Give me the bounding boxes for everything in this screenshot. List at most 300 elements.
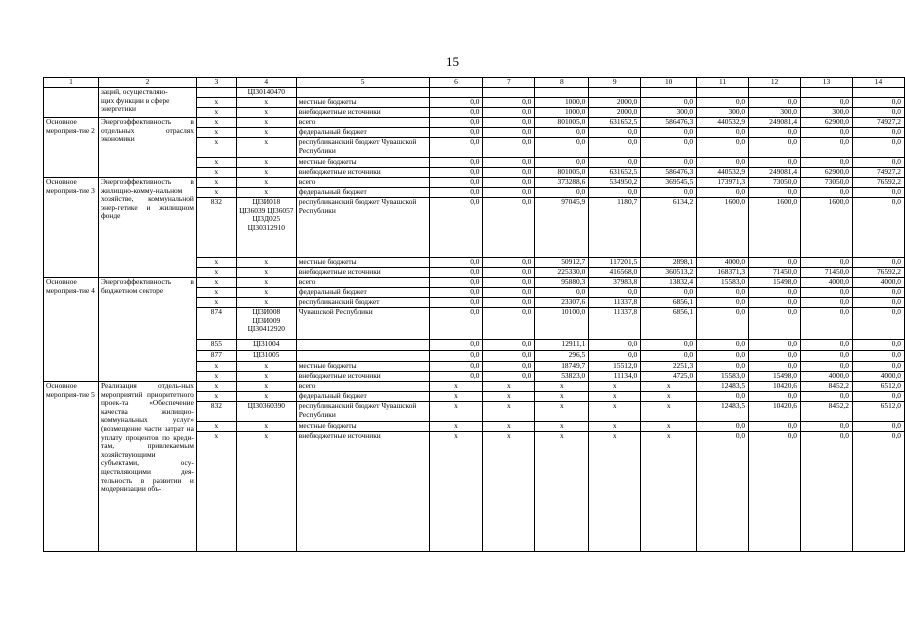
amount-cell: 168371,3	[697, 268, 749, 278]
amount-cell: 801005,0	[535, 118, 589, 128]
amount-cell: 0,0	[483, 118, 535, 128]
source-cell: внебюджетные источники	[296, 268, 429, 278]
classifier-cell: ЦI3И018 ЦI36039 ЦI36057 ЦI3Д025 ЦI30312910	[236, 198, 296, 258]
code-cell	[196, 88, 236, 98]
amount-cell: 0,0	[483, 108, 535, 118]
amount-cell: 0,0	[749, 128, 801, 138]
amount-cell: 0,0	[589, 128, 641, 138]
amount-cell: 0,0	[535, 138, 589, 158]
amount-cell: 8452,2	[801, 382, 853, 392]
amount-cell: 0,0	[697, 138, 749, 158]
amount-cell: 0,0	[429, 288, 483, 298]
classifier-cell: x	[236, 188, 296, 198]
code-cell: x	[196, 258, 236, 268]
amount-cell: 73050,0	[801, 178, 853, 188]
amount-cell: 0,0	[589, 288, 641, 298]
header-cell: 7	[483, 78, 535, 88]
amount-cell: 0,0	[749, 362, 801, 372]
amount-cell: 1600,0	[801, 198, 853, 258]
amount-cell: 0,0	[483, 268, 535, 278]
amount-cell: 11134,0	[589, 372, 641, 382]
amount-cell: 0,0	[697, 288, 749, 298]
amount-cell: 0,0	[852, 288, 904, 298]
table-row	[44, 118, 905, 128]
classifier-cell: x	[236, 268, 296, 278]
amount-cell: 0,0	[697, 392, 749, 402]
amount-cell: 0,0	[852, 108, 904, 118]
amount-cell: x	[641, 392, 697, 402]
amount-cell	[697, 88, 749, 98]
amount-cell: x	[535, 382, 589, 392]
classifier-cell: x	[236, 98, 296, 108]
amount-cell: 117201,5	[589, 258, 641, 268]
amount-cell: 0,0	[641, 98, 697, 108]
header-cell: 12	[749, 78, 801, 88]
amount-cell: 0,0	[429, 168, 483, 178]
code-cell: x	[196, 108, 236, 118]
amount-cell: 0,0	[749, 138, 801, 158]
amount-cell: 586476,3	[641, 168, 697, 178]
amount-cell: 0,0	[852, 198, 904, 258]
amount-cell: 300,0	[641, 108, 697, 118]
event-cell: Основное мероприя-тие 4	[44, 278, 99, 382]
amount-cell: 15498,0	[749, 278, 801, 288]
amount-cell: 0,0	[749, 98, 801, 108]
source-cell: всего	[296, 178, 429, 188]
amount-cell: 0,0	[801, 128, 853, 138]
source-cell: всего	[296, 118, 429, 128]
amount-cell: 0,0	[483, 340, 535, 351]
amount-cell: 249081,4	[749, 118, 801, 128]
amount-cell	[852, 88, 904, 98]
amount-cell: 0,0	[852, 188, 904, 198]
amount-cell: 0,0	[852, 432, 904, 552]
amount-cell: 0,0	[429, 362, 483, 372]
source-cell: республиканский бюджет Чувашской Республики	[296, 138, 429, 158]
amount-cell: 0,0	[801, 362, 853, 372]
classifier-cell: x	[236, 278, 296, 288]
amount-cell: 2251,3	[641, 362, 697, 372]
amount-cell: 0,0	[641, 138, 697, 158]
amount-cell: 8452,2	[801, 402, 853, 422]
amount-cell: 0,0	[535, 288, 589, 298]
amount-cell: 1000,0	[535, 108, 589, 118]
amount-cell: x	[589, 422, 641, 432]
amount-cell: 0,0	[749, 158, 801, 168]
amount-cell: 0,0	[535, 158, 589, 168]
amount-cell: 76592,2	[852, 268, 904, 278]
source-cell: федеральный бюджет	[296, 392, 429, 402]
amount-cell: 0,0	[483, 158, 535, 168]
amount-cell: 76592,2	[852, 178, 904, 188]
amount-cell: 0,0	[429, 340, 483, 351]
amount-cell: 10100,0	[535, 308, 589, 340]
amount-cell: 12911,1	[535, 340, 589, 351]
amount-cell: 0,0	[483, 188, 535, 198]
amount-cell: 0,0	[429, 298, 483, 308]
amount-cell: 0,0	[589, 138, 641, 158]
amount-cell: 0,0	[429, 98, 483, 108]
amount-cell: 0,0	[483, 168, 535, 178]
amount-cell: 0,0	[852, 138, 904, 158]
amount-cell: 62900,0	[801, 118, 853, 128]
amount-cell: 0,0	[801, 188, 853, 198]
amount-cell: 0,0	[852, 158, 904, 168]
amount-cell: x	[589, 382, 641, 392]
header-cell: 9	[589, 78, 641, 88]
amount-cell: 0,0	[429, 108, 483, 118]
amount-cell: 74927,2	[852, 118, 904, 128]
amount-cell: x	[483, 402, 535, 422]
amount-cell: x	[589, 402, 641, 422]
amount-cell: 1600,0	[749, 198, 801, 258]
amount-cell: 15583,0	[697, 278, 749, 288]
amount-cell	[589, 88, 641, 98]
classifier-cell: ЦI30140470	[236, 88, 296, 98]
source-cell	[296, 351, 429, 362]
amount-cell: 0,0	[535, 188, 589, 198]
header-cell: 8	[535, 78, 589, 88]
header-cell: 6	[429, 78, 483, 88]
amount-cell: 0,0	[429, 118, 483, 128]
code-cell: x	[196, 128, 236, 138]
table-row	[44, 88, 905, 98]
table-row	[44, 382, 905, 392]
classifier-cell: x	[236, 178, 296, 188]
header-cell: 1	[44, 78, 99, 88]
event-cell	[44, 88, 99, 118]
page-number: 15	[446, 54, 459, 69]
amount-cell: 53823,0	[535, 372, 589, 382]
amount-cell: 0,0	[589, 188, 641, 198]
header-row	[44, 78, 905, 88]
amount-cell: 416568,0	[589, 268, 641, 278]
amount-cell: 71450,0	[749, 268, 801, 278]
code-cell: x	[196, 118, 236, 128]
amount-cell: 586476,3	[641, 118, 697, 128]
code-cell: 877	[196, 351, 236, 362]
amount-cell: 4000,0	[801, 278, 853, 288]
amount-cell: 0,0	[801, 258, 853, 268]
amount-cell: 0,0	[697, 128, 749, 138]
classifier-cell: ЦI3И008 ЦI3И009 ЦI30412920	[236, 308, 296, 340]
header-cell: 11	[697, 78, 749, 88]
source-cell	[296, 88, 429, 98]
amount-cell: 296,5	[535, 351, 589, 362]
event-name-line: заций, осуществляю-	[100, 87, 168, 96]
classifier-cell: x	[236, 432, 296, 552]
amount-cell: 12483,5	[697, 382, 749, 392]
amount-cell: x	[429, 392, 483, 402]
amount-cell: x	[429, 382, 483, 392]
amount-cell: 15583,0	[697, 372, 749, 382]
classifier-cell: x	[236, 118, 296, 128]
code-cell: 832	[196, 402, 236, 422]
amount-cell: 4000,0	[697, 258, 749, 268]
amount-cell: x	[589, 392, 641, 402]
amount-cell: 0,0	[429, 308, 483, 340]
event-cell: Основное мероприя-тие 5	[44, 382, 99, 552]
amount-cell: x	[641, 422, 697, 432]
amount-cell: 0,0	[749, 258, 801, 268]
amount-cell: 440532,9	[697, 168, 749, 178]
code-cell: x	[196, 158, 236, 168]
amount-cell	[535, 88, 589, 98]
event-name-line: щих функции в сфере	[100, 95, 170, 105]
code-cell: 874	[196, 308, 236, 340]
amount-cell: 0,0	[429, 158, 483, 168]
amount-cell: 0,0	[641, 288, 697, 298]
amount-cell: 0,0	[429, 268, 483, 278]
source-cell: местные бюджеты	[296, 98, 429, 108]
amount-cell: 369545,5	[641, 178, 697, 188]
amount-cell: 0,0	[483, 278, 535, 288]
amount-cell: 6512,0	[852, 382, 904, 392]
budget-table	[43, 77, 905, 552]
amount-cell: 6134,2	[641, 198, 697, 258]
event-name-cell: Энергоэффективность в бюджетном секторе	[98, 278, 196, 382]
amount-cell: x	[483, 382, 535, 392]
header-cell: 4	[236, 78, 296, 88]
amount-cell: 62900,0	[801, 168, 853, 178]
amount-cell: 0,0	[697, 98, 749, 108]
code-cell: x	[196, 268, 236, 278]
amount-cell: x	[483, 422, 535, 432]
source-cell: федеральный бюджет	[296, 188, 429, 198]
event-name-cell: Реализация отдель-ных мероприятий приоритетного проек-та «Обеспечение качества жилищно-коммунальных услуг» (возмещение части затрат на уплату процентов по креди-там, привлекаемым хозяйствующими субъектами, осу-ществляющими дея-тельность в развитии и модернизации объ-	[98, 382, 196, 552]
amount-cell: 4000,0	[852, 278, 904, 288]
classifier-cell: x	[236, 168, 296, 178]
amount-cell: 74927,2	[852, 168, 904, 178]
amount-cell	[641, 88, 697, 98]
amount-cell: 0,0	[801, 138, 853, 158]
amount-cell: 360513,2	[641, 268, 697, 278]
amount-cell: 0,0	[535, 128, 589, 138]
classifier-cell: x	[236, 392, 296, 402]
amount-cell: x	[483, 392, 535, 402]
classifier-cell: x	[236, 422, 296, 432]
classifier-cell: ЦI30360390	[236, 402, 296, 422]
amount-cell: 0,0	[589, 158, 641, 168]
amount-cell: 0,0	[483, 362, 535, 372]
amount-cell: 173971,3	[697, 178, 749, 188]
amount-cell: 0,0	[429, 351, 483, 362]
amount-cell: 0,0	[749, 351, 801, 362]
amount-cell: 0,0	[697, 422, 749, 432]
amount-cell: 0,0	[852, 258, 904, 268]
code-cell: x	[196, 392, 236, 402]
amount-cell: 6856,1	[641, 298, 697, 308]
classifier-cell: x	[236, 108, 296, 118]
amount-cell: 1600,0	[697, 198, 749, 258]
code-cell: x	[196, 278, 236, 288]
amount-cell: 4725,0	[641, 372, 697, 382]
code-cell: 855	[196, 340, 236, 351]
amount-cell: 18749,7	[535, 362, 589, 372]
source-cell: местные бюджеты	[296, 362, 429, 372]
amount-cell: 0,0	[852, 392, 904, 402]
amount-cell: 6512,0	[852, 402, 904, 422]
amount-cell: 0,0	[852, 362, 904, 372]
event-name-cell	[98, 88, 196, 118]
amount-cell: x	[535, 402, 589, 422]
classifier-cell: x	[236, 258, 296, 268]
amount-cell: 0,0	[697, 362, 749, 372]
amount-cell: 0,0	[483, 351, 535, 362]
amount-cell	[429, 88, 483, 98]
amount-cell: 0,0	[483, 298, 535, 308]
table-row	[44, 278, 905, 288]
amount-cell: 0,0	[641, 128, 697, 138]
amount-cell: 71450,0	[801, 268, 853, 278]
amount-cell: 50912,7	[535, 258, 589, 268]
source-cell: республиканский бюджет Чувашской Республики	[296, 198, 429, 258]
amount-cell: 97045,9	[535, 198, 589, 258]
amount-cell: x	[641, 432, 697, 552]
source-cell: республиканский бюджет	[296, 298, 429, 308]
amount-cell: x	[429, 422, 483, 432]
amount-cell: 0,0	[801, 432, 853, 552]
amount-cell: 73050,0	[749, 178, 801, 188]
classifier-cell: x	[236, 138, 296, 158]
code-cell: x	[196, 422, 236, 432]
amount-cell: 0,0	[697, 298, 749, 308]
amount-cell: 631652,5	[589, 118, 641, 128]
amount-cell: 10420,6	[749, 402, 801, 422]
code-cell: x	[196, 178, 236, 188]
source-cell: всего	[296, 278, 429, 288]
amount-cell: 0,0	[852, 308, 904, 340]
amount-cell: 0,0	[749, 432, 801, 552]
classifier-cell: x	[236, 372, 296, 382]
amount-cell: 534950,2	[589, 178, 641, 188]
code-cell: x	[196, 372, 236, 382]
amount-cell: 0,0	[429, 178, 483, 188]
classifier-cell: x	[236, 158, 296, 168]
amount-cell: 0,0	[429, 198, 483, 258]
code-cell: 832	[196, 198, 236, 258]
source-cell: республиканский бюджет Чувашской Республики	[296, 402, 429, 422]
amount-cell: 0,0	[483, 128, 535, 138]
amount-cell: 0,0	[429, 138, 483, 158]
amount-cell: 0,0	[852, 340, 904, 351]
amount-cell: 0,0	[749, 422, 801, 432]
amount-cell: 0,0	[589, 340, 641, 351]
amount-cell: x	[483, 432, 535, 552]
amount-cell: 0,0	[483, 198, 535, 258]
amount-cell: 37983,8	[589, 278, 641, 288]
header-cell: 2	[98, 78, 196, 88]
amount-cell: 440532,9	[697, 118, 749, 128]
code-cell: x	[196, 362, 236, 372]
amount-cell: 0,0	[429, 372, 483, 382]
amount-cell: x	[535, 422, 589, 432]
amount-cell: 0,0	[801, 298, 853, 308]
amount-cell: 0,0	[852, 98, 904, 108]
amount-cell: 631652,5	[589, 168, 641, 178]
amount-cell: 0,0	[697, 188, 749, 198]
amount-cell: 11337,8	[589, 308, 641, 340]
event-name-line: энергетики	[100, 104, 137, 114]
amount-cell: 4000,0	[801, 372, 853, 382]
source-cell: внебюджетные источники	[296, 108, 429, 118]
amount-cell: 0,0	[801, 340, 853, 351]
amount-cell: 0,0	[697, 308, 749, 340]
amount-cell: 95880,3	[535, 278, 589, 288]
amount-cell: 15512,0	[589, 362, 641, 372]
amount-cell: 0,0	[801, 392, 853, 402]
amount-cell: 0,0	[749, 308, 801, 340]
amount-cell: 0,0	[483, 98, 535, 108]
amount-cell: 0,0	[749, 188, 801, 198]
classifier-cell: x	[236, 362, 296, 372]
header-cell: 3	[196, 78, 236, 88]
amount-cell: 0,0	[801, 351, 853, 362]
code-cell: x	[196, 98, 236, 108]
amount-cell: 0,0	[483, 178, 535, 188]
header-cell: 10	[641, 78, 697, 88]
source-cell: местные бюджеты	[296, 258, 429, 268]
amount-cell: 0,0	[483, 258, 535, 268]
amount-cell: 0,0	[801, 98, 853, 108]
amount-cell: 2898,1	[641, 258, 697, 268]
source-cell: внебюджетные источники	[296, 372, 429, 382]
amount-cell: 1180,7	[589, 198, 641, 258]
amount-cell: x	[429, 402, 483, 422]
amount-cell: 0,0	[641, 158, 697, 168]
code-cell: x	[196, 288, 236, 298]
classifier-cell: x	[236, 128, 296, 138]
amount-cell: 0,0	[749, 392, 801, 402]
source-cell: местные бюджеты	[296, 422, 429, 432]
amount-cell: 12483,5	[697, 402, 749, 422]
amount-cell: 0,0	[801, 422, 853, 432]
amount-cell: 0,0	[429, 128, 483, 138]
amount-cell: 0,0	[697, 340, 749, 351]
header-cell: 14	[852, 78, 904, 88]
source-cell: федеральный бюджет	[296, 288, 429, 298]
amount-cell: 801005,0	[535, 168, 589, 178]
amount-cell: 0,0	[697, 351, 749, 362]
amount-cell: 0,0	[483, 308, 535, 340]
table-row	[44, 178, 905, 188]
amount-cell: 15498,0	[749, 372, 801, 382]
amount-cell: 0,0	[852, 128, 904, 138]
source-cell: всего	[296, 382, 429, 392]
source-cell: Чувашской Республики	[296, 308, 429, 340]
amount-cell: x	[641, 382, 697, 392]
amount-cell: 300,0	[697, 108, 749, 118]
amount-cell	[483, 88, 535, 98]
amount-cell: 0,0	[641, 351, 697, 362]
code-cell: x	[196, 188, 236, 198]
amount-cell: 0,0	[641, 188, 697, 198]
amount-cell: 10420,6	[749, 382, 801, 392]
amount-cell: 1000,0	[535, 98, 589, 108]
amount-cell: 0,0	[852, 422, 904, 432]
source-cell: федеральный бюджет	[296, 128, 429, 138]
amount-cell: 0,0	[641, 340, 697, 351]
amount-cell: 6856,1	[641, 308, 697, 340]
amount-cell: 0,0	[589, 351, 641, 362]
code-cell: x	[196, 382, 236, 392]
amount-cell	[749, 88, 801, 98]
amount-cell: 0,0	[483, 372, 535, 382]
amount-cell: 0,0	[697, 432, 749, 552]
amount-cell: 4000,0	[852, 372, 904, 382]
amount-cell: x	[535, 392, 589, 402]
classifier-cell: ЦI31005	[236, 351, 296, 362]
